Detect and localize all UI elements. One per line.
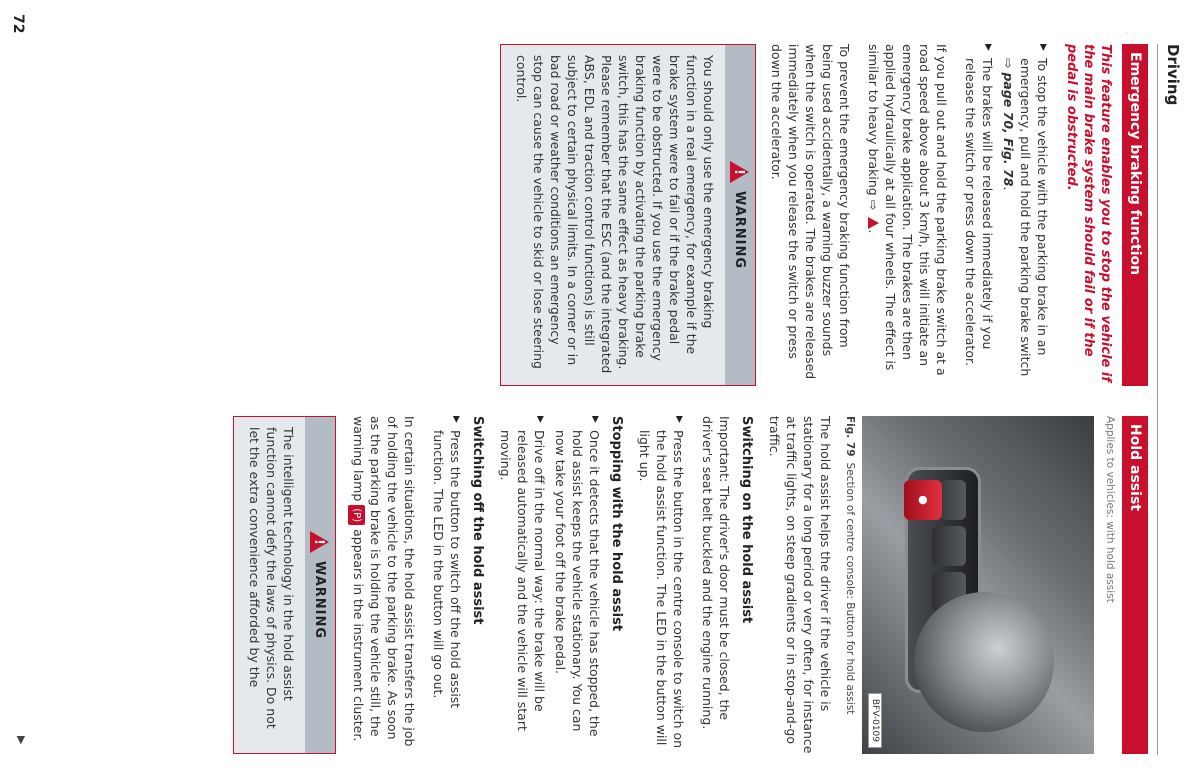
bullet-list bbox=[636, 416, 687, 754]
hold-assist-button: ● bbox=[904, 480, 942, 520]
rotary-knob bbox=[914, 592, 1054, 732]
warning-header: ! WARNING bbox=[725, 45, 755, 385]
warning-text: The intelligent technology in the hold assist function cannot defy the laws of physics. Do not let the extra convenience afforded by the bbox=[234, 417, 305, 753]
triangle-bullet-icon: ▶ bbox=[983, 44, 993, 51]
paragraph: The hold assist helps the driver if the vehicle is stationary for a long period or very often, for instance at traffic lights, on steep gradients or in stop-and-go traffic. bbox=[767, 416, 833, 754]
console-button bbox=[932, 526, 966, 566]
section-header: Driving bbox=[1164, 44, 1182, 106]
column-hold-assist bbox=[233, 416, 1148, 754]
warning-box bbox=[500, 44, 756, 386]
warning-reference-icon[interactable] bbox=[868, 217, 879, 229]
triangle-bullet-icon: ▶ bbox=[1038, 44, 1048, 51]
warning-box bbox=[233, 416, 336, 754]
triangle-bullet-icon: ▶ bbox=[535, 416, 545, 423]
list-item: ▶ The brakes will be released immediately if you release the switch or press down the accelerator. bbox=[963, 44, 995, 366]
header-divider bbox=[1157, 44, 1158, 755]
list-item: ▶ To stop the vehicle with the parking brake in an emergency, pull and hold the parking brake switch ⇨ page 70, Fig. 78. bbox=[1001, 44, 1050, 377]
bullet-list bbox=[497, 416, 603, 754]
triangle-bullet-icon: ▶ bbox=[590, 416, 600, 423]
continue-arrow-icon: ▶ bbox=[15, 736, 28, 745]
triangle-bullet-icon: ▶ bbox=[451, 416, 461, 423]
paragraph: Important: The driver's door must be closed, the driver's seat belt buckled and the engine running. bbox=[700, 416, 732, 730]
applies-to-note: Applies to vehicles: with hold assist bbox=[1104, 416, 1116, 603]
list-item: ▶ Press the button to switch off the hold assist function. The LED in the button will go out. bbox=[431, 416, 463, 709]
list-item: ▶ Once it detects that the vehicle has stopped, the hold assist keeps the vehicle stationary. You can now take your foot off the brake pedal. bbox=[553, 416, 602, 737]
subheading-switch-off: Switching off the hold assist bbox=[470, 416, 485, 625]
subheading-switch-on: Switching on the hold assist bbox=[739, 416, 754, 624]
list-item: ▶ Press the button in the centre console to switch on the hold assist function. The LED in the button will light up. bbox=[637, 416, 686, 749]
subheading-stopping: Stopping with the hold assist bbox=[609, 416, 624, 632]
figure-centre-console bbox=[862, 416, 1094, 754]
paragraph: If you pull out and hold the parking brake switch at a road speed above about 3 km/h, this will initiate an emergency brake application. The brakes are then applied hydraulically at all four wheels. The effect is similar to heavy braking ⇨ . bbox=[866, 44, 949, 376]
bullet-list bbox=[962, 44, 1051, 386]
parking-brake-lamp-icon: (P) bbox=[348, 505, 365, 525]
warning-icon: ! bbox=[311, 531, 330, 553]
figure-code: BFV-0109 bbox=[868, 693, 882, 748]
page-reference-link[interactable]: page 70, Fig. 78 bbox=[1001, 72, 1016, 187]
list-item: ▶ Drive off in the normal way: the brake will be released automatically and the vehicle will start moving. bbox=[498, 416, 547, 731]
figure-caption: Fig. 79Section of centre console: Button for hold assist bbox=[844, 416, 856, 715]
section-title-hold-assist: Hold assist bbox=[1122, 416, 1148, 754]
triangle-bullet-icon: ▶ bbox=[674, 416, 684, 423]
intro-text: This feature enables you to stop the vehicle if the main brake system should fail or if the pedal is obstructed. bbox=[1064, 44, 1113, 382]
section-title-emergency-braking: Emergency braking function bbox=[1122, 44, 1148, 386]
page-number: 72 bbox=[10, 14, 26, 34]
column-emergency-braking bbox=[500, 44, 1148, 386]
warning-text: You should only use the emergency braking function in a real emergency, for example if the brake system were to fail or if the brake pedal were to be obstructed. If you use the emergency braking function by activating the parking brake switch, this has the same effect as heavy braking. Please remember that the ESC (and the integrated ABS, EDL and traction control functions) is still subject to certain physical limits. In a corner or in bad road or weather conditions an emergency stop can cause the vehicle to skid or lose steering control. bbox=[501, 45, 725, 385]
bullet-list bbox=[430, 416, 464, 754]
warning-header: ! WARNING bbox=[305, 417, 335, 753]
warning-icon: ! bbox=[731, 161, 750, 183]
paragraph: To prevent the emergency braking function from being used accidentally, a warning buzzer sounds when the switch is operated. The brakes are released immediately when you release the switch or press down the accelerator. bbox=[769, 44, 852, 380]
paragraph: In certain situations, the hold assist transfers the job of holding the vehicle to the parking brake. As soon as the parking brake is holding the vehicle still, the warning lamp (P) appears in the instrument cluster. bbox=[348, 416, 418, 754]
